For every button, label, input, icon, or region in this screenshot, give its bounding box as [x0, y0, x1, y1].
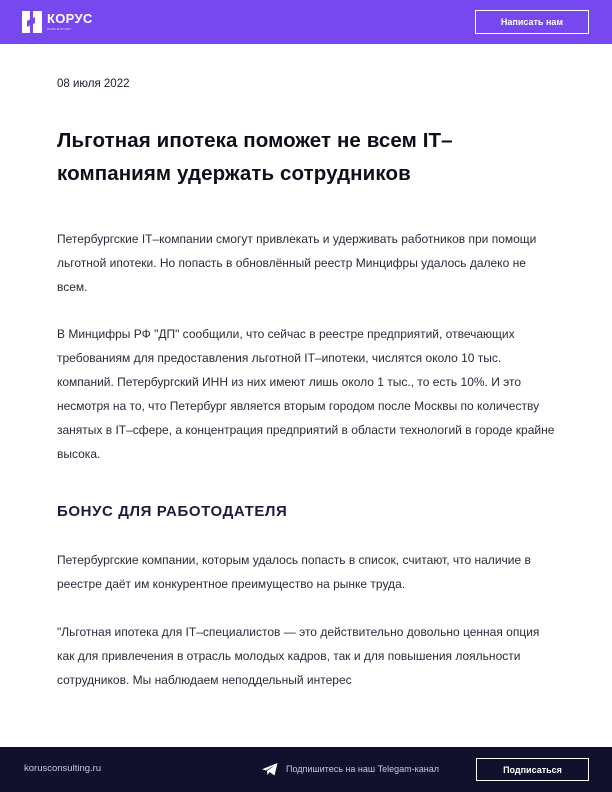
- article-paragraph: В Минцифры РФ "ДП" сообщили, что сейчас в реестре предприятий, отвечающих требованиям для предоставления льготной IT–ипотеки, числятся около 10 тыс. компаний. Петербургский ИНН из них имеют лишь около 1 тыс., то есть 10%. И это несмотря на то, что Петербург является вторым городом после Москвы по количеству занятых в IT–сфере, а концентрация предприятий в области технологий в городе крайне высока.: [57, 327, 555, 461]
- website-link[interactable]: korusconsulting.ru: [24, 763, 102, 774]
- article-title: Льготная ипотека поможет не всем IT–компаниям удержать сотрудников: [57, 129, 453, 185]
- article-paragraph: "Льготная ипотека для IT–специалистов — это действительно довольно ценная опция как для привлечения в отрасль молодых кадров, так и для повышения лояльности сотрудников. Мы наблюдаем неподдельный интерес: [57, 625, 540, 687]
- korus-logo-icon: [22, 11, 42, 33]
- article-paragraph: Петербургские IT–компании смогут привлекать и удерживать работников при помощи льготной ипотеки. Но попасть в обновлённый реестр Минцифры удалось далеко не всем.: [57, 232, 537, 294]
- contact-us-button[interactable]: Написать нам: [475, 10, 589, 34]
- logo-name: КОРУС: [47, 11, 93, 26]
- top-header: [0, 0, 612, 44]
- telegram-subscribe-text[interactable]: Подпишитесь на наш Telegam-канал: [286, 764, 439, 774]
- logo-subtitle: консалтинг: [47, 26, 72, 31]
- article-date: 08 июля 2022: [57, 78, 130, 90]
- telegram-paper-plane-icon: [262, 763, 278, 776]
- article-paragraph: Петербургские компании, которым удалось попасть в список, считают, что наличие в реестре даёт им конкурентное преимущество на рынке труда.: [57, 553, 531, 591]
- footer-bar: [0, 747, 612, 792]
- korus-logo[interactable]: [22, 11, 93, 33]
- section-heading: БОНУС ДЛЯ РАБОТОДАТЕЛЯ: [57, 503, 288, 520]
- subscribe-button[interactable]: Подписаться: [476, 758, 589, 781]
